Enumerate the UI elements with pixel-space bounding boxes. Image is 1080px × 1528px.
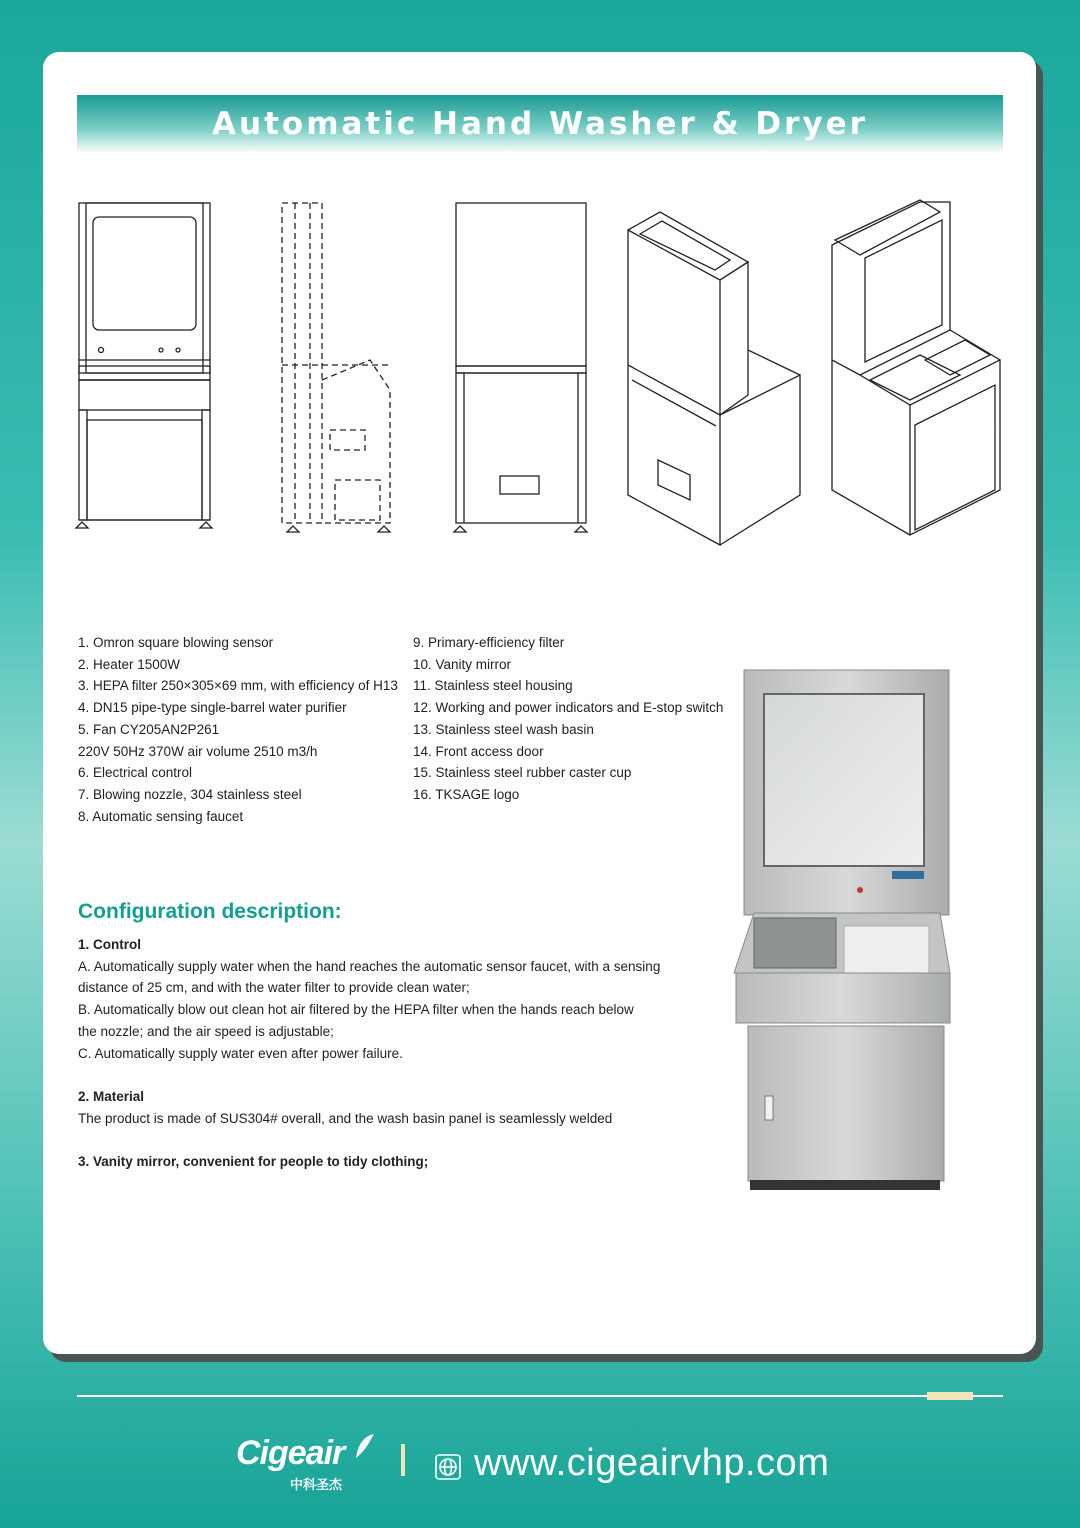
paragraph-line: the nozzle; and the air speed is adjustable; [78, 1023, 334, 1039]
paragraph-line: The product is made of SUS304# overall, and the wash basin panel is seamlessly welded [78, 1110, 613, 1126]
list-item: 13. Stainless steel wash basin [413, 721, 594, 737]
page-title: Automatic Hand Washer & Dryer [212, 106, 868, 142]
brand-logo: Cigeair [236, 1434, 345, 1472]
list-item: 7. Blowing nozzle, 304 stainless steel [78, 786, 302, 802]
side-view-drawing [282, 203, 390, 523]
technical-drawings [70, 190, 1010, 570]
list-item: 1. Omron square blowing sensor [78, 635, 274, 650]
list-item: 3. HEPA filter 250×305×69 mm, with efficiency of H13 [78, 678, 398, 694]
paragraph-line: C. Automatically supply water even after power failure. [78, 1045, 403, 1061]
list-item: 4. DN15 pipe-type single-barrel water purifier [78, 700, 347, 716]
list-item: 5. Fan CY205AN2P261 [78, 721, 220, 737]
list-item: 220V 50Hz 370W air volume 2510 m3/h [78, 743, 318, 759]
divider-accent [927, 1392, 973, 1400]
list-item: 15. Stainless steel rubber caster cup [413, 765, 632, 781]
globe-icon [435, 1454, 461, 1485]
configuration-description [78, 934, 698, 1173]
parts-list-left [78, 632, 418, 827]
footer [0, 1430, 1080, 1500]
list-item: 9. Primary-efficiency filter [413, 635, 565, 650]
list-item: 8. Automatic sensing faucet [78, 808, 244, 824]
title-banner [77, 95, 1003, 153]
footer-divider [77, 1395, 1003, 1397]
list-item: 2. Heater 1500W [78, 656, 181, 672]
list-item: 11. Stainless steel housing [413, 678, 573, 694]
leaf-icon [352, 1432, 376, 1465]
separator [401, 1444, 405, 1476]
list-item: 10. Vanity mirror [413, 656, 512, 672]
isometric-back-drawing [628, 212, 800, 545]
section-heading: 2. Material [78, 1088, 145, 1104]
list-item: 6. Electrical control [78, 765, 193, 781]
list-item: 16. TKSAGE logo [413, 786, 520, 802]
paragraph-line: A. Automatically supply water when the hand reaches the automatic sensor faucet, with a sensing [78, 958, 661, 974]
parts-list-right [413, 632, 743, 806]
section-heading: 1. Control [78, 937, 141, 952]
front-view-drawing [76, 203, 212, 528]
back-view-drawing [454, 203, 587, 532]
section-heading: 3. Vanity mirror, convenient for people to tidy clothing; [78, 1154, 429, 1169]
isometric-front-drawing [832, 200, 1000, 535]
paragraph-line: B. Automatically blow out clean hot air filtered by the HEPA filter when the hands reach below [78, 1002, 634, 1018]
paragraph-line: distance of 25 cm, and with the water filter to provide clean water; [78, 980, 470, 996]
product-photo [732, 668, 952, 1193]
website-link[interactable]: www.cigeairvhp.com [474, 1442, 830, 1484]
list-item: 12. Working and power indicators and E-stop switch [413, 700, 724, 716]
list-item: 14. Front access door [413, 743, 544, 759]
section-title: Configuration description: [78, 900, 342, 923]
brand-chinese: 中科圣杰 [290, 1477, 343, 1492]
